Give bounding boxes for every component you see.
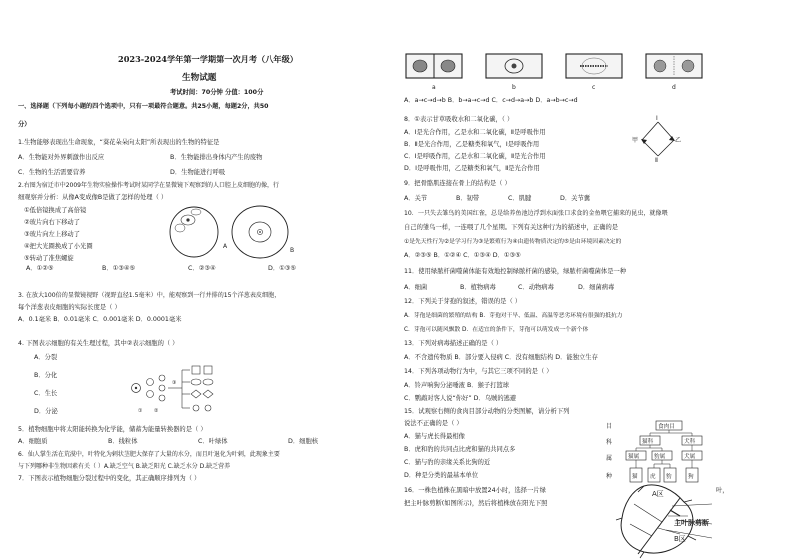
q2-option-c: C．②③④ [188,265,216,272]
q5-option-d: D．细胞核 [288,438,319,445]
node-carnivora: 食肉目 [658,424,675,430]
q15-classification-tree [604,420,724,488]
q9-stem: 9．把骨骼肌连接在骨上的结构是（ ） [404,180,511,187]
cell-d [646,54,702,78]
q2-microscope-figure [168,204,296,262]
q4-stem: 4. 下图表示细胞的有关生理过程，其中②表示细胞的（ ） [18,340,179,347]
view-b-circle [232,206,288,258]
node-felidae: 猫科 [642,439,654,445]
q2-step-2: ②玻片向右下移动了 [24,219,81,226]
q7-cell-division-figure [404,50,704,92]
q5-option-c: C．叶绿体 [198,438,228,445]
rank-order: 目 [606,423,613,430]
q2-option-b: B．①③④⑤ [102,265,136,272]
q12-options-ab: A．芽孢是细菌的繁殖的结构 B．芽孢对干旱、低温、高温等恶劣环境有很强的抵抗力 [404,313,623,319]
q15-stem: 15．试观察右侧的食肉目部分动物的分类图解，请分析下列 [404,408,570,415]
q15-option-a: A．猫与虎长得最相像 [404,433,465,440]
q16-leaf-figure [614,480,774,560]
cell-b-label: b [512,84,516,91]
q5-option-a: A．细胞质 [18,438,48,445]
q16-stem-end: 叶， [716,487,729,494]
q8-label-yi: 乙 [675,137,682,144]
q1-stem: 1.生物能够表现出生命现象，“葵花朵朵向太阳”所表现出的生物的特征是 [18,139,220,146]
q13-stem: 13．下列对病毒描述正确的是（ ） [404,340,503,347]
q2-step-4: ④把大光圈换成了小光圈 [24,243,93,250]
q7-stem: 7．下图表示植物细胞分裂过程中的变化，其正确顺序排列为（ ） [18,475,201,482]
q12-stem: 12．下列关于芽孢的叙述，错误的是（ ） [404,298,522,305]
q2-option-a: A．①②⑤ [26,265,54,272]
q8-option-a: A．Ⅰ是光合作用，乙是水和二氧化碳，Ⅱ是呼吸作用 [404,129,546,136]
q2-step-5: ⑤转动了准焦螺旋 [24,255,74,262]
species-dog: 狗 [688,474,694,480]
q11-option-c: C．动物病毒 [518,284,554,291]
q2-step-3: ③玻片向左上移动了 [24,231,81,238]
section-heading-cont: 分） [18,121,31,128]
q8-option-c: C．Ⅰ是呼吸作用，乙是水和二氧化碳，Ⅱ是光合作用 [404,153,546,160]
rank-family: 科 [606,439,613,446]
q14-stem: 14．下列各项动物行为中，与其它三项不同的是（ ） [404,368,553,375]
q4-label-2: ② [154,408,159,414]
cell-b [486,54,542,78]
q8-option-b: B．Ⅱ是光合作用，乙是糖类和氧气，Ⅰ是呼吸作用 [404,141,540,148]
q1-option-a: A．生物能对外界刺激作出反应 [18,154,105,161]
q11-stem: 11．使用绿脓杆菌噬菌体能有效地控制绿脓杆菌的感染，绿脓杆菌噬菌体是一种 [404,268,627,275]
view-b-label: B [290,247,295,254]
q2-option-d: D．①③⑤ [268,265,297,272]
q3-options: A．0.1毫米 B．0.01毫米 C．0.001毫米 D．0.0001毫米 [18,316,182,323]
q4-option-c: C．生长 [34,390,58,397]
node-panthera: 豹属 [654,454,666,460]
q15-option-c: C．猫与豹的亲缘关系比狗的近 [404,459,491,466]
q11-option-d: D．细菌病毒 [578,284,615,291]
node-felis: 猫属 [628,454,640,460]
view-a-label: A [223,243,228,250]
q11-option-a: A．细菌 [404,284,428,291]
q8-label-ii: Ⅱ [655,157,658,162]
q8-cycle-diagram [632,114,682,162]
node-canidae: 犬科 [684,439,696,445]
q8-stem: 8．①表示甘草吸收水和二氧化碳，（ ） [404,116,514,123]
q8-label-i: Ⅰ [656,115,658,122]
q11-option-b: B．植物病毒 [460,284,496,291]
q2-stem: 2.右图为宿迁市中2009年生物实验操作考试时某同学在显微镜下观察到的人口腔上皮细胞的像，行 [18,182,279,189]
leaf-cut-label: 主叶脉剪断 [674,519,709,527]
q2-stem-cont: 细观察并分析：从像A变成像B是做了怎样的处理（ ） [18,194,168,201]
q4-label-3: ③ [172,380,177,386]
q3-stem: 3. 在放大100倍的显微镜视野（视野直径1.5毫米）中，能观察到一行并排的15个洋葱表皮细胞， [18,292,281,299]
view-a-circle [170,207,218,257]
rank-genus: 属 [606,455,613,462]
cell-c-label: c [592,84,596,91]
section-heading: 一、选择题（下列每小题的四个选项中，只有一项最符合题意。共25小题，每题2分，共50 [18,103,269,110]
q9-option-d: D．关节囊 [560,195,591,202]
q4-option-d: D．分泌 [34,408,58,415]
cell-a [406,54,462,78]
q16-stem-cont: 把主叶脉剪断(如图所示)，然后将植株放在阳光下照 [404,500,548,507]
q14-options-ab: A．铃声响狗分泌唾液 B．猴子打篮球 [404,382,510,389]
q12-options-cd: C．芽孢可以随风飘散 D．在适宜的条件下，芽孢可以萌发成一个新个体 [404,327,589,333]
exam-subject: 生物试题 [182,73,217,83]
q4-option-a: A．分裂 [34,354,58,361]
species-leopard: 豹 [666,474,672,480]
exam-title: 2023-2024学年第一学期第一次月考（八年级） [118,54,298,64]
q15-option-d: D．种是分类的最基本单位 [404,472,479,479]
leaf-zone-b: B区 [674,535,686,543]
node-canis: 犬属 [684,454,696,460]
q15-option-b: B．虎和豹的共同点比虎和猫的共同点多 [404,446,516,453]
q9-option-a: A．关节 [404,195,428,202]
species-tiger: 虎 [650,474,656,480]
q15-stem-cont: 说法不正确的是（ ） [404,420,463,427]
q1-option-d: D．生物能进行呼吸 [170,169,226,176]
q5-option-b: B．线粒体 [108,438,138,445]
q10-statements: ①是先天性行为②是学习行为③是繁殖行为④由遗传物质决定的⑤是由环境因素决定的 [404,239,622,245]
q9-option-b: B．韧带 [456,195,480,202]
cell-d-label: d [672,84,676,91]
q9-option-c: C．肌腱 [508,195,532,202]
leaf-zone-a: A区 [652,490,664,498]
q1-option-b: B．生物能排出身体内产生的废物 [170,154,263,161]
q7-options: A．a→c→d→b B．b→a→c→d C．c→d→a→b D．a→b→c→d [404,97,578,104]
q2-step-1: ①低倍镜换成了高倍镜 [24,207,87,214]
q14-options-cd: C．鹦鹉对客人说“你好” D．乌贼的逃避 [404,395,517,402]
q16-stem: 16．一株色植株在黑暗中放置24小时，选择一片绿 [404,487,546,494]
q6-stem-cont: 与下列哪种非生物因素有关（ ）A.缺乏空气 B.缺乏阳光 C.缺乏水分 D.缺乏营养 [18,463,231,470]
q6-stem: 6．仙人掌生活在荒漠中，叶特化为刺状茎肥大保存了大量的水分，而且叶退化为叶刺，此现象主要 [18,451,280,458]
q4-cell-process-figure [128,364,228,418]
q3-stem-cont: 每个洋葱表皮细胞的实际长度是（ ） [18,304,121,311]
cell-a-label: a [432,84,436,91]
q13-options: A．不含遗传物质 B．部分要入侵病 C．没有细胞结构 D．能独立生存 [404,354,598,361]
q4-label-1: ① [138,408,143,414]
rank-species: 种 [606,473,613,480]
exam-info: 考试时间：70分钟 分值：100分 [170,89,264,96]
q10-options: A．②③⑤ B．①②④ C．①③④ D．①③⑤ [404,252,521,259]
q8-label-jia: 甲 [632,137,639,144]
cell-c [566,54,622,78]
q4-option-b: B．分化 [34,372,58,379]
q10-stem: 10．一只失去雏鸟的美国红雀，总是给养鱼池边浮到水面张口求食的金鱼喂它捕来的昆虫，就像喂 [404,210,668,217]
q8-option-d: D．Ⅰ是呼吸作用，乙是糖类和氧气，Ⅱ是光合作用 [404,165,540,172]
q5-stem: 5．植物细胞中将太阳能转换为化学能，储蓄为能量转换器的是（ ） [18,426,207,433]
species-cat: 猫 [632,474,638,480]
q1-option-c: C．生物的生活需要营养 [18,169,86,176]
q10-stem-cont: 自己的雏鸟一样，一连喂了几个星期。下列有关这种行为的描述中，正确的是 [404,224,619,231]
